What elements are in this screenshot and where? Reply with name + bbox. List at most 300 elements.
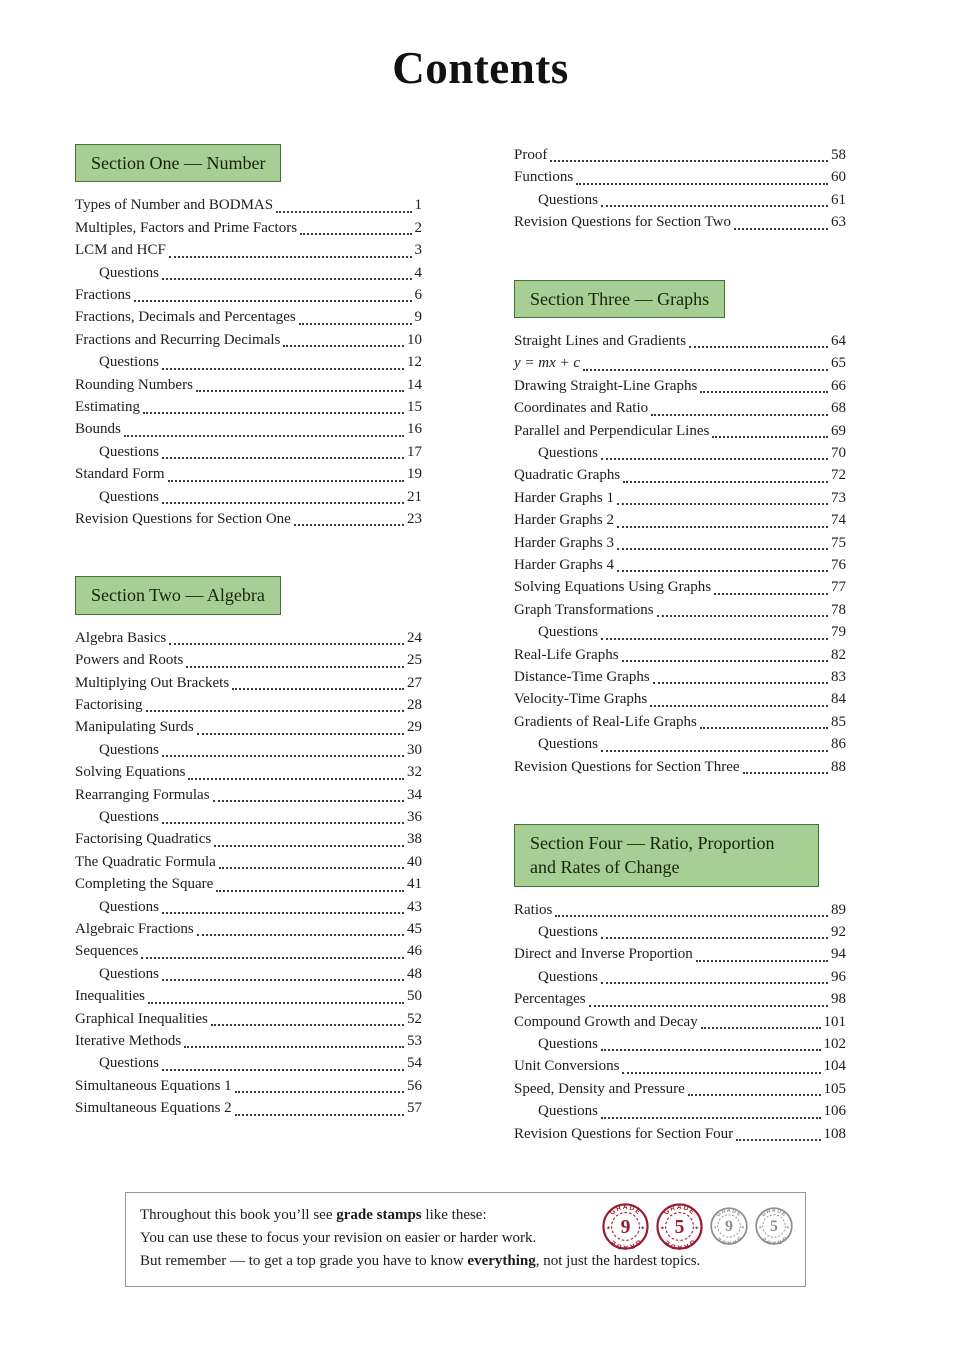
toc-entry-page: 86 bbox=[831, 736, 846, 753]
toc-entry-label: Fractions, Decimals and Percentages bbox=[75, 309, 296, 326]
toc-entry-label: Questions bbox=[99, 264, 159, 281]
toc-entry-label: Questions bbox=[538, 736, 598, 753]
toc-entry bbox=[514, 1100, 846, 1122]
svg-text:5: 5 bbox=[770, 1218, 778, 1236]
toc-dot-leader bbox=[169, 256, 412, 258]
note-bold-text: grade stamps bbox=[336, 1207, 422, 1223]
toc-dot-leader bbox=[601, 458, 828, 460]
toc-entry-page: 101 bbox=[823, 1013, 846, 1030]
toc-entry-label: Questions bbox=[538, 1036, 598, 1053]
toc-entry-label: Straight Lines and Gradients bbox=[514, 332, 687, 349]
toc-entry-page: 6 bbox=[414, 286, 422, 303]
toc-entry-label: Rounding Numbers bbox=[75, 376, 193, 393]
toc-entry bbox=[514, 352, 846, 374]
toc-entry bbox=[75, 1097, 422, 1119]
section-three-header: Section Three — Graphs bbox=[514, 280, 725, 318]
svg-text:9: 9 bbox=[725, 1218, 733, 1236]
toc-entry bbox=[514, 644, 846, 666]
toc-entry-label: The Quadratic Formula bbox=[75, 853, 216, 870]
toc-entry-label: Bounds bbox=[75, 421, 121, 438]
toc-dot-leader bbox=[162, 278, 412, 280]
toc-entry bbox=[75, 508, 422, 530]
toc-dot-leader bbox=[601, 1117, 821, 1119]
toc-entry-label: Standard Form bbox=[75, 466, 165, 483]
toc-entry-label: Solving Equations Using Graphs bbox=[514, 579, 712, 596]
toc-entry-label: Proof bbox=[514, 147, 548, 163]
toc-entry-label: Rearranging Formulas bbox=[75, 786, 210, 803]
toc-entry-label: Completing the Square bbox=[75, 876, 214, 893]
toc-entry bbox=[75, 1052, 422, 1074]
toc-entry-page: 104 bbox=[823, 1058, 846, 1075]
toc-dot-leader bbox=[555, 915, 828, 917]
toc-entry-label: Fractions and Recurring Decimals bbox=[75, 331, 281, 348]
toc-entry-page: 32 bbox=[407, 764, 422, 781]
svg-text:5: 5 bbox=[674, 1216, 685, 1238]
toc-entry bbox=[514, 375, 846, 397]
toc-entry-label: Questions bbox=[99, 354, 159, 371]
toc-entry bbox=[75, 851, 422, 873]
note-text: You can use these to focus your revision on easier or harder work. bbox=[140, 1229, 537, 1246]
grade-9-stamp-icon bbox=[602, 1203, 649, 1250]
toc-entry-page: 76 bbox=[831, 556, 846, 573]
toc-dot-leader bbox=[601, 638, 828, 640]
toc-entry-page: 14 bbox=[407, 376, 422, 393]
toc-dot-leader bbox=[235, 1114, 404, 1116]
svg-text:★: ★ bbox=[694, 1225, 699, 1231]
toc-entry-page: 56 bbox=[407, 1077, 422, 1094]
toc-dot-leader bbox=[601, 982, 828, 984]
toc-entry-label: Questions bbox=[538, 1103, 598, 1120]
svg-text:GRADE: GRADE bbox=[715, 1234, 743, 1245]
toc-entry-page: 24 bbox=[407, 629, 422, 646]
svg-text:GRADE: GRADE bbox=[715, 1207, 743, 1219]
toc-entry-page: 77 bbox=[831, 579, 846, 596]
toc-dot-leader bbox=[162, 822, 404, 824]
toc-entry-page: 10 bbox=[407, 331, 422, 348]
section-one-toc-list bbox=[75, 194, 422, 530]
toc-entry bbox=[75, 306, 422, 328]
toc-dot-leader bbox=[589, 1005, 828, 1007]
toc-entry-page: 45 bbox=[407, 920, 422, 937]
toc-entry-page: 1 bbox=[414, 197, 422, 214]
svg-text:GRADE: GRADE bbox=[662, 1237, 697, 1250]
toc-entry bbox=[514, 442, 846, 464]
note-text: Throughout this book you’ll see bbox=[140, 1207, 337, 1223]
toc-entry-page: 84 bbox=[831, 691, 846, 708]
toc-entry-page: 34 bbox=[407, 786, 422, 803]
toc-entry-label: Questions bbox=[538, 968, 598, 985]
toc-entry-label: Questions bbox=[538, 624, 598, 641]
toc-dot-leader bbox=[162, 755, 404, 757]
toc-entry-page: 61 bbox=[831, 191, 846, 208]
toc-dot-leader bbox=[617, 570, 828, 572]
note-bold-text: everything bbox=[467, 1252, 536, 1269]
svg-text:★: ★ bbox=[758, 1224, 762, 1230]
toc-dot-leader bbox=[650, 705, 828, 707]
toc-entry-label: Multiples, Factors and Prime Factors bbox=[75, 219, 298, 236]
toc-entry-page: 63 bbox=[831, 214, 846, 231]
grade-9-stamp-icon bbox=[710, 1207, 748, 1245]
toc-entry-page: 75 bbox=[831, 534, 846, 551]
toc-dot-leader bbox=[219, 867, 404, 869]
toc-dot-leader bbox=[134, 300, 412, 302]
toc-dot-leader bbox=[688, 1094, 821, 1096]
toc-entry bbox=[514, 599, 846, 621]
toc-dot-leader bbox=[601, 937, 828, 939]
toc-entry bbox=[75, 418, 422, 440]
toc-dot-leader bbox=[214, 845, 404, 847]
toc-dot-leader bbox=[235, 1091, 404, 1093]
toc-entry-page: 106 bbox=[823, 1103, 846, 1120]
toc-entry-label: Factorising Quadratics bbox=[75, 831, 212, 848]
toc-entry-label: Revision Questions for Section Three bbox=[514, 758, 740, 775]
toc-entry-page: 30 bbox=[407, 741, 422, 758]
toc-entry-label: Parallel and Perpendicular Lines bbox=[514, 422, 710, 439]
toc-entry-page: 66 bbox=[831, 377, 846, 394]
svg-text:GRADE: GRADE bbox=[662, 1203, 697, 1217]
toc-entry-page: 108 bbox=[823, 1125, 846, 1142]
toc-entry-label: Estimating bbox=[75, 398, 140, 415]
toc-dot-leader bbox=[186, 666, 404, 668]
toc-entry-page: 83 bbox=[831, 669, 846, 686]
toc-dot-leader bbox=[583, 369, 828, 371]
toc-entry-label: Questions bbox=[99, 1055, 159, 1072]
toc-entry bbox=[75, 784, 422, 806]
toc-entry-page: 65 bbox=[831, 355, 846, 372]
toc-dot-leader bbox=[300, 233, 411, 235]
toc-entry bbox=[514, 921, 846, 943]
toc-entry-page: 82 bbox=[831, 646, 846, 663]
toc-entry bbox=[75, 739, 422, 761]
toc-entry-label: Speed, Density and Pressure bbox=[514, 1080, 685, 1097]
toc-entry-page: 27 bbox=[407, 674, 422, 691]
toc-entry bbox=[514, 943, 846, 965]
toc-entry-page: 2 bbox=[414, 219, 422, 236]
section-four-toc-list bbox=[514, 899, 846, 1145]
toc-entry bbox=[75, 374, 422, 396]
toc-entry bbox=[514, 621, 846, 643]
toc-dot-leader bbox=[213, 800, 404, 802]
toc-entry bbox=[514, 144, 846, 166]
toc-dot-leader bbox=[124, 435, 404, 437]
toc-entry bbox=[75, 873, 422, 895]
toc-dot-leader bbox=[576, 183, 828, 185]
page-title: Contents bbox=[392, 43, 569, 93]
toc-entry-page: 57 bbox=[407, 1100, 422, 1117]
toc-dot-leader bbox=[651, 414, 828, 416]
toc-entry-page: 68 bbox=[831, 400, 846, 417]
toc-entry bbox=[75, 761, 422, 783]
toc-entry-page: 25 bbox=[407, 652, 422, 669]
toc-entry bbox=[514, 966, 846, 988]
toc-dot-leader bbox=[617, 503, 828, 505]
toc-entry bbox=[75, 627, 422, 649]
section-two-toc-list bbox=[75, 627, 422, 1120]
toc-entry-label: Harder Graphs 1 bbox=[514, 489, 614, 506]
toc-entry bbox=[514, 464, 846, 486]
toc-entry-page: 70 bbox=[831, 444, 846, 461]
toc-entry bbox=[514, 1033, 846, 1055]
toc-entry-page: 88 bbox=[831, 758, 846, 775]
toc-entry-page: 96 bbox=[831, 968, 846, 985]
toc-dot-leader bbox=[143, 412, 404, 414]
toc-dot-leader bbox=[184, 1046, 404, 1048]
toc-entry-page: 21 bbox=[407, 488, 422, 505]
toc-entry bbox=[514, 576, 846, 598]
toc-dot-leader bbox=[743, 772, 828, 774]
section-one-header: Section One — Number bbox=[75, 144, 281, 182]
toc-dot-leader bbox=[276, 211, 411, 213]
toc-entry-page: 58 bbox=[831, 147, 846, 163]
toc-entry-label: Questions bbox=[99, 808, 159, 825]
toc-dot-leader bbox=[700, 391, 828, 393]
toc-dot-leader bbox=[196, 390, 404, 392]
toc-entry bbox=[514, 711, 846, 733]
toc-entry-label: Gradients of Real-Life Graphs bbox=[514, 713, 697, 730]
grade-stamps-note bbox=[125, 1192, 806, 1287]
toc-dot-leader bbox=[653, 682, 828, 684]
svg-text:GRADE: GRADE bbox=[608, 1237, 643, 1250]
toc-dot-leader bbox=[734, 228, 828, 230]
toc-entry-label: Questions bbox=[99, 741, 159, 758]
toc-entry bbox=[75, 649, 422, 671]
toc-entry-page: 72 bbox=[831, 467, 846, 484]
svg-text:9: 9 bbox=[620, 1216, 631, 1238]
toc-entry-label: Ratios bbox=[514, 901, 553, 918]
toc-entry bbox=[75, 940, 422, 962]
toc-entry-label: Solving Equations bbox=[75, 764, 186, 781]
toc-entry bbox=[514, 532, 846, 554]
toc-dot-leader bbox=[232, 688, 404, 690]
toc-dot-leader bbox=[601, 750, 828, 752]
toc-dot-leader bbox=[146, 710, 405, 712]
toc-entry-page: 92 bbox=[831, 924, 846, 941]
toc-dot-leader bbox=[294, 524, 404, 526]
toc-entry-label: y = mx + c bbox=[514, 355, 581, 372]
grade-stamps bbox=[602, 1200, 793, 1252]
toc-entry-label: Harder Graphs 2 bbox=[514, 512, 614, 529]
toc-entry bbox=[514, 988, 846, 1010]
toc-entry bbox=[514, 554, 846, 576]
section-four-header: Section Four — Ratio, Proportion and Rates of Change bbox=[514, 824, 819, 887]
toc-entry bbox=[75, 1075, 422, 1097]
toc-entry bbox=[75, 284, 422, 306]
toc-entry-label: Simultaneous Equations 1 bbox=[75, 1077, 232, 1094]
toc-entry bbox=[75, 694, 422, 716]
toc-entry-label: Factorising bbox=[75, 696, 143, 713]
toc-entry bbox=[514, 1055, 846, 1077]
toc-entry-label: Velocity-Time Graphs bbox=[514, 691, 648, 708]
left-column bbox=[75, 144, 422, 1145]
toc-dot-leader bbox=[283, 345, 404, 347]
toc-dot-leader bbox=[550, 160, 828, 162]
toc-entry bbox=[514, 189, 846, 211]
toc-dot-leader bbox=[696, 960, 828, 962]
toc-entry-page: 4 bbox=[414, 264, 422, 281]
toc-entry bbox=[75, 918, 422, 940]
toc-entry-label: Harder Graphs 3 bbox=[514, 534, 614, 551]
toc-entry-label: Powers and Roots bbox=[75, 652, 184, 669]
toc-entry-page: 48 bbox=[407, 965, 422, 982]
toc-entry-page: 89 bbox=[831, 901, 846, 918]
toc-entry-label: Iterative Methods bbox=[75, 1033, 182, 1049]
toc-entry bbox=[75, 985, 422, 1007]
toc-entry-label: LCM and HCF bbox=[75, 242, 166, 259]
toc-entry bbox=[75, 239, 422, 261]
toc-dot-leader bbox=[712, 436, 828, 438]
toc-entry-label: Quadratic Graphs bbox=[514, 467, 621, 484]
toc-dot-leader bbox=[148, 1002, 404, 1004]
toc-entry-label: Questions bbox=[538, 924, 598, 941]
toc-entry bbox=[75, 463, 422, 485]
toc-dot-leader bbox=[141, 957, 404, 959]
toc-entry-page: 23 bbox=[407, 510, 422, 527]
toc-entry-label: Types of Number and BODMAS bbox=[75, 197, 274, 214]
toc-entry bbox=[75, 716, 422, 738]
toc-entry-page: 54 bbox=[407, 1055, 422, 1072]
toc-entry-label: Revision Questions for Section Four bbox=[514, 1125, 734, 1142]
toc-dot-leader bbox=[700, 727, 828, 729]
toc-dot-leader bbox=[197, 733, 404, 735]
toc-dot-leader bbox=[623, 481, 828, 483]
toc-entry-page: 3 bbox=[414, 242, 422, 259]
svg-text:★: ★ bbox=[786, 1224, 790, 1230]
toc-entry bbox=[514, 1078, 846, 1100]
toc-entry-page: 98 bbox=[831, 991, 846, 1008]
toc-dot-leader bbox=[622, 660, 828, 662]
toc-entry-page: 9 bbox=[414, 309, 422, 326]
note-text: like these: bbox=[421, 1207, 487, 1223]
toc-entry-page: 40 bbox=[407, 853, 422, 870]
toc-dot-leader bbox=[162, 979, 404, 981]
toc-dot-leader bbox=[211, 1024, 404, 1026]
toc-entry-page: 64 bbox=[831, 332, 846, 349]
toc-entry-page: 79 bbox=[831, 624, 846, 641]
toc-entry bbox=[514, 1123, 846, 1145]
toc-entry-page: 17 bbox=[407, 443, 422, 460]
toc-entry bbox=[75, 896, 422, 918]
toc-entry-page: 50 bbox=[407, 988, 422, 1005]
toc-entry-page: 94 bbox=[831, 946, 846, 963]
svg-text:★: ★ bbox=[741, 1224, 745, 1230]
toc-entry-label: Compound Growth and Decay bbox=[514, 1013, 698, 1030]
toc-dot-leader bbox=[162, 457, 404, 459]
section-four bbox=[514, 824, 846, 1145]
toc-entry-label: Unit Conversions bbox=[514, 1058, 620, 1075]
toc-entry-page: 105 bbox=[823, 1080, 846, 1097]
toc-columns bbox=[0, 144, 961, 1145]
section-two bbox=[75, 576, 422, 1119]
toc-entry bbox=[75, 396, 422, 418]
toc-entry-label: Questions bbox=[538, 444, 598, 461]
toc-entry bbox=[75, 217, 422, 239]
toc-entry bbox=[75, 828, 422, 850]
toc-entry bbox=[75, 441, 422, 463]
toc-entry-label: Algebraic Fractions bbox=[75, 920, 194, 937]
toc-entry-page: 28 bbox=[407, 696, 422, 713]
toc-entry-page: 41 bbox=[407, 876, 422, 893]
toc-entry bbox=[75, 1008, 422, 1030]
section-two-header: Section Two — Algebra bbox=[75, 576, 281, 614]
toc-entry-page: 29 bbox=[407, 719, 422, 736]
toc-entry bbox=[514, 733, 846, 755]
toc-entry-label: Percentages bbox=[514, 991, 586, 1008]
toc-dot-leader bbox=[657, 615, 828, 617]
toc-entry bbox=[514, 487, 846, 509]
toc-entry-label: Coordinates and Ratio bbox=[514, 400, 649, 417]
toc-entry bbox=[514, 397, 846, 419]
toc-dot-leader bbox=[601, 205, 828, 207]
toc-entry-page: 73 bbox=[831, 489, 846, 506]
toc-entry-label: Fractions bbox=[75, 286, 131, 303]
toc-entry-page: 74 bbox=[831, 512, 846, 529]
toc-entry bbox=[514, 166, 846, 188]
section-two-continuation-list bbox=[514, 144, 846, 234]
svg-text:GRADE: GRADE bbox=[608, 1203, 643, 1217]
toc-entry-page: 53 bbox=[407, 1033, 422, 1049]
toc-entry-page: 69 bbox=[831, 422, 846, 439]
section-three-toc-list bbox=[514, 330, 846, 778]
toc-entry-page: 46 bbox=[407, 943, 422, 960]
toc-entry bbox=[75, 194, 422, 216]
toc-entry-label: Manipulating Surds bbox=[75, 719, 194, 736]
toc-entry-page: 85 bbox=[831, 713, 846, 730]
toc-entry-label: Questions bbox=[99, 965, 159, 982]
toc-entry bbox=[514, 899, 846, 921]
toc-entry-page: 78 bbox=[831, 601, 846, 618]
toc-entry bbox=[75, 329, 422, 351]
toc-dot-leader bbox=[622, 1072, 820, 1074]
toc-entry bbox=[514, 330, 846, 352]
note-text: , not just the hardest topics. bbox=[535, 1252, 701, 1269]
toc-entry-label: Revision Questions for Section Two bbox=[514, 214, 731, 231]
toc-entry-label: Inequalities bbox=[75, 988, 145, 1005]
note-line-3 bbox=[140, 1250, 791, 1273]
toc-entry-label: Harder Graphs 4 bbox=[514, 556, 614, 573]
toc-entry bbox=[514, 666, 846, 688]
toc-entry-page: 38 bbox=[407, 831, 422, 848]
toc-entry-label: Real-Life Graphs bbox=[514, 646, 619, 663]
toc-entry bbox=[75, 672, 422, 694]
toc-entry bbox=[75, 486, 422, 508]
toc-entry-label: Simultaneous Equations 2 bbox=[75, 1100, 232, 1117]
toc-dot-leader bbox=[197, 934, 404, 936]
toc-dot-leader bbox=[601, 1049, 821, 1051]
toc-entry bbox=[514, 420, 846, 442]
toc-entry-page: 16 bbox=[407, 421, 422, 438]
grade-5-stamp-icon bbox=[656, 1203, 703, 1250]
toc-entry-label: Revision Questions for Section One bbox=[75, 510, 291, 527]
toc-entry-label: Questions bbox=[99, 898, 159, 915]
toc-dot-leader bbox=[168, 480, 404, 482]
toc-entry-page: 60 bbox=[831, 169, 846, 186]
toc-entry-label: Direct and Inverse Proportion bbox=[514, 946, 693, 963]
toc-dot-leader bbox=[299, 323, 412, 325]
toc-entry-label: Questions bbox=[99, 443, 159, 460]
toc-entry-label: Distance-Time Graphs bbox=[514, 669, 650, 686]
toc-entry bbox=[75, 806, 422, 828]
toc-entry bbox=[75, 262, 422, 284]
toc-dot-leader bbox=[617, 548, 828, 550]
toc-entry bbox=[514, 211, 846, 233]
toc-dot-leader bbox=[714, 593, 828, 595]
toc-dot-leader bbox=[188, 778, 404, 780]
toc-entry-page: 52 bbox=[407, 1010, 422, 1027]
grade-5-stamp-icon bbox=[755, 1207, 793, 1245]
note-text: But remember — to get a top grade you have to know bbox=[140, 1252, 468, 1269]
section-three bbox=[514, 280, 846, 778]
toc-entry bbox=[75, 351, 422, 373]
